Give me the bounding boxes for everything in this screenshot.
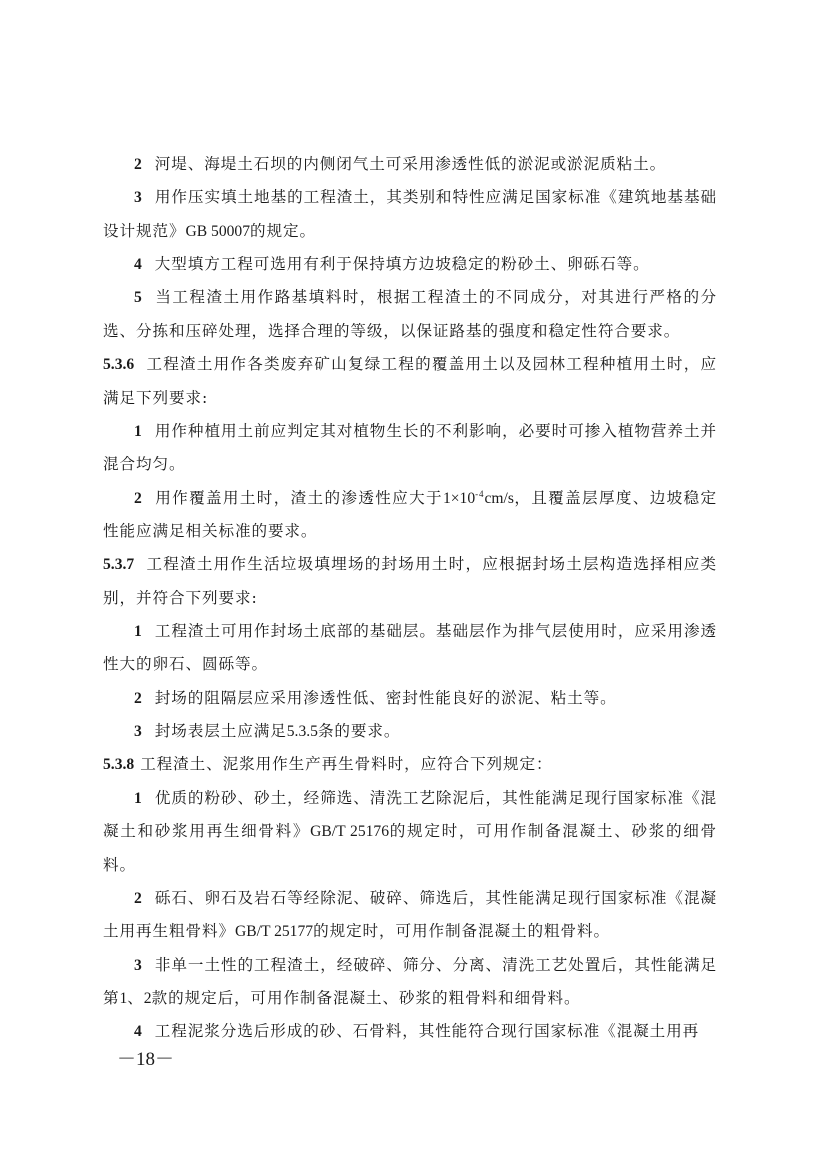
exponent: -4 <box>475 488 485 499</box>
clause-ref: 5.3.5 <box>286 723 318 741</box>
item-text: 用作覆盖用土时，渣土的渗透性应大于 <box>154 488 443 507</box>
item-text: 当工程渣土用作路基填料时，根据工程渣土的不同成分，对其进行严格的分选、分拣和压碎处理，选择合理的等级，以保证路基的强度和稳定性符合要求。 <box>103 288 717 340</box>
item-ref: 1 <box>119 989 128 1007</box>
item-number: 1 <box>134 623 142 641</box>
item-text: 封场的阻隔层应采用渗透性低、密封性能良好的淤泥、粘土等。 <box>154 688 617 707</box>
list-item <box>103 615 717 682</box>
item-ref: 2 <box>143 989 152 1007</box>
item-text: 河堤、海堤土石坝的内侧闭气土可采用渗透性低的淤泥或淤泥质粘土。 <box>154 155 667 173</box>
item-text: 款的规定后，可用作制备混凝土、砂浆的粗骨料和细骨料。 <box>151 988 581 1007</box>
clause-5-3-7 <box>103 548 717 615</box>
item-number: 3 <box>134 723 142 741</box>
standard-code: GB/T 25177 <box>234 923 314 941</box>
item-text: 工程泥浆分选后形成的砂、石骨料，其性能符合现行国家标准《混凝土用再 <box>154 1022 700 1041</box>
item-text: 的规定时，可用作制备混凝土的粗骨料。 <box>313 922 610 941</box>
clause-5-3-8 <box>103 748 717 781</box>
clause-text: 工程渣土用作各类废弃矿山复绿工程的覆盖用土以及园林工程种植用土时，应满足下列要求: <box>103 355 717 407</box>
clause-text: 工程渣土用作生活垃圾填埋场的封场用土时，应根据封场土层构造选择相应类别，并符合下列要求: <box>103 555 717 607</box>
item-text: ，且覆盖层厚度、边坡稳定性能应满足相关标准的要求。 <box>103 488 717 540</box>
item-text: 用作压实填土地基的工程渣土，其类别和特性应满足国家标准《建筑地基基础设计规范》 <box>103 188 717 240</box>
item-number: 2 <box>134 689 142 707</box>
standard-code: GB 50007 <box>185 222 251 240</box>
list-item <box>103 882 717 949</box>
list-item <box>103 482 717 549</box>
item-number: 4 <box>134 1023 142 1041</box>
item-number: 2 <box>134 156 142 173</box>
list-item <box>103 148 717 181</box>
item-text: 优质的粉砂、砂土，经筛选、清洗工艺除泥后，其性能满足现行国家标准《混凝土和砂浆用再生细骨料》 <box>103 788 717 841</box>
clause-number: 5.3.7 <box>103 556 135 574</box>
item-number: 1 <box>134 422 142 440</box>
clause-text: 工程渣土、泥浆用作生产再生骨料时，应符合下列规定： <box>140 755 553 774</box>
item-text: 大型填方工程可选用有利于保持填方边坡稳定的粉砂土、卵砾石等。 <box>154 255 650 274</box>
item-number: 3 <box>134 956 142 974</box>
item-number: 5 <box>134 289 142 307</box>
item-text: 非单一土性的工程渣土，经破碎、筛分、分离、清洗工艺处置后，其性能满足第 <box>103 955 717 1007</box>
item-text: 工程渣土可用作封场土底部的基础层。基础层作为排气层使用时，应采用渗透性大的卵石、圆砾等。 <box>103 622 717 674</box>
item-number: 4 <box>134 256 142 274</box>
clause-number: 5.3.6 <box>103 356 135 374</box>
list-item <box>103 715 717 748</box>
list-item <box>103 682 717 715</box>
item-text: 用作种植用土前应判定其对植物生长的不利影响，必要时可掺入植物营养土并混合均匀。 <box>103 421 717 474</box>
page-number: －18－ <box>117 1049 175 1070</box>
item-number: 3 <box>134 189 142 207</box>
item-text: 封场表层土应满足 <box>154 722 287 741</box>
list-item <box>103 782 717 882</box>
item-text: 的规定时，可用作制备混凝土、砂浆的细骨料。 <box>103 822 717 874</box>
item-number: 1 <box>134 789 142 807</box>
item-text: 的规定。 <box>250 221 317 240</box>
list-item <box>103 949 717 1016</box>
standard-code: GB/T 25176 <box>310 823 390 841</box>
list-item <box>103 281 717 348</box>
item-text: 条的要求。 <box>317 722 401 741</box>
unit: cm/s <box>484 489 514 507</box>
list-item <box>103 248 717 281</box>
item-text: 砾石、卵石及岩石等经除泥、破碎、筛选后，其性能满足现行国家标准《混凝土用再生粗骨料》 <box>103 888 717 941</box>
list-item <box>103 181 717 248</box>
permeability-value: 1×10 <box>442 489 476 507</box>
item-number: 2 <box>134 489 142 507</box>
item-number: 2 <box>134 889 142 907</box>
clause-5-3-6 <box>103 348 717 415</box>
list-item <box>103 1015 717 1048</box>
document-body <box>103 148 717 1049</box>
clause-number: 5.3.8 <box>103 756 135 774</box>
item-text: 、 <box>127 988 144 1007</box>
list-item <box>103 415 717 482</box>
